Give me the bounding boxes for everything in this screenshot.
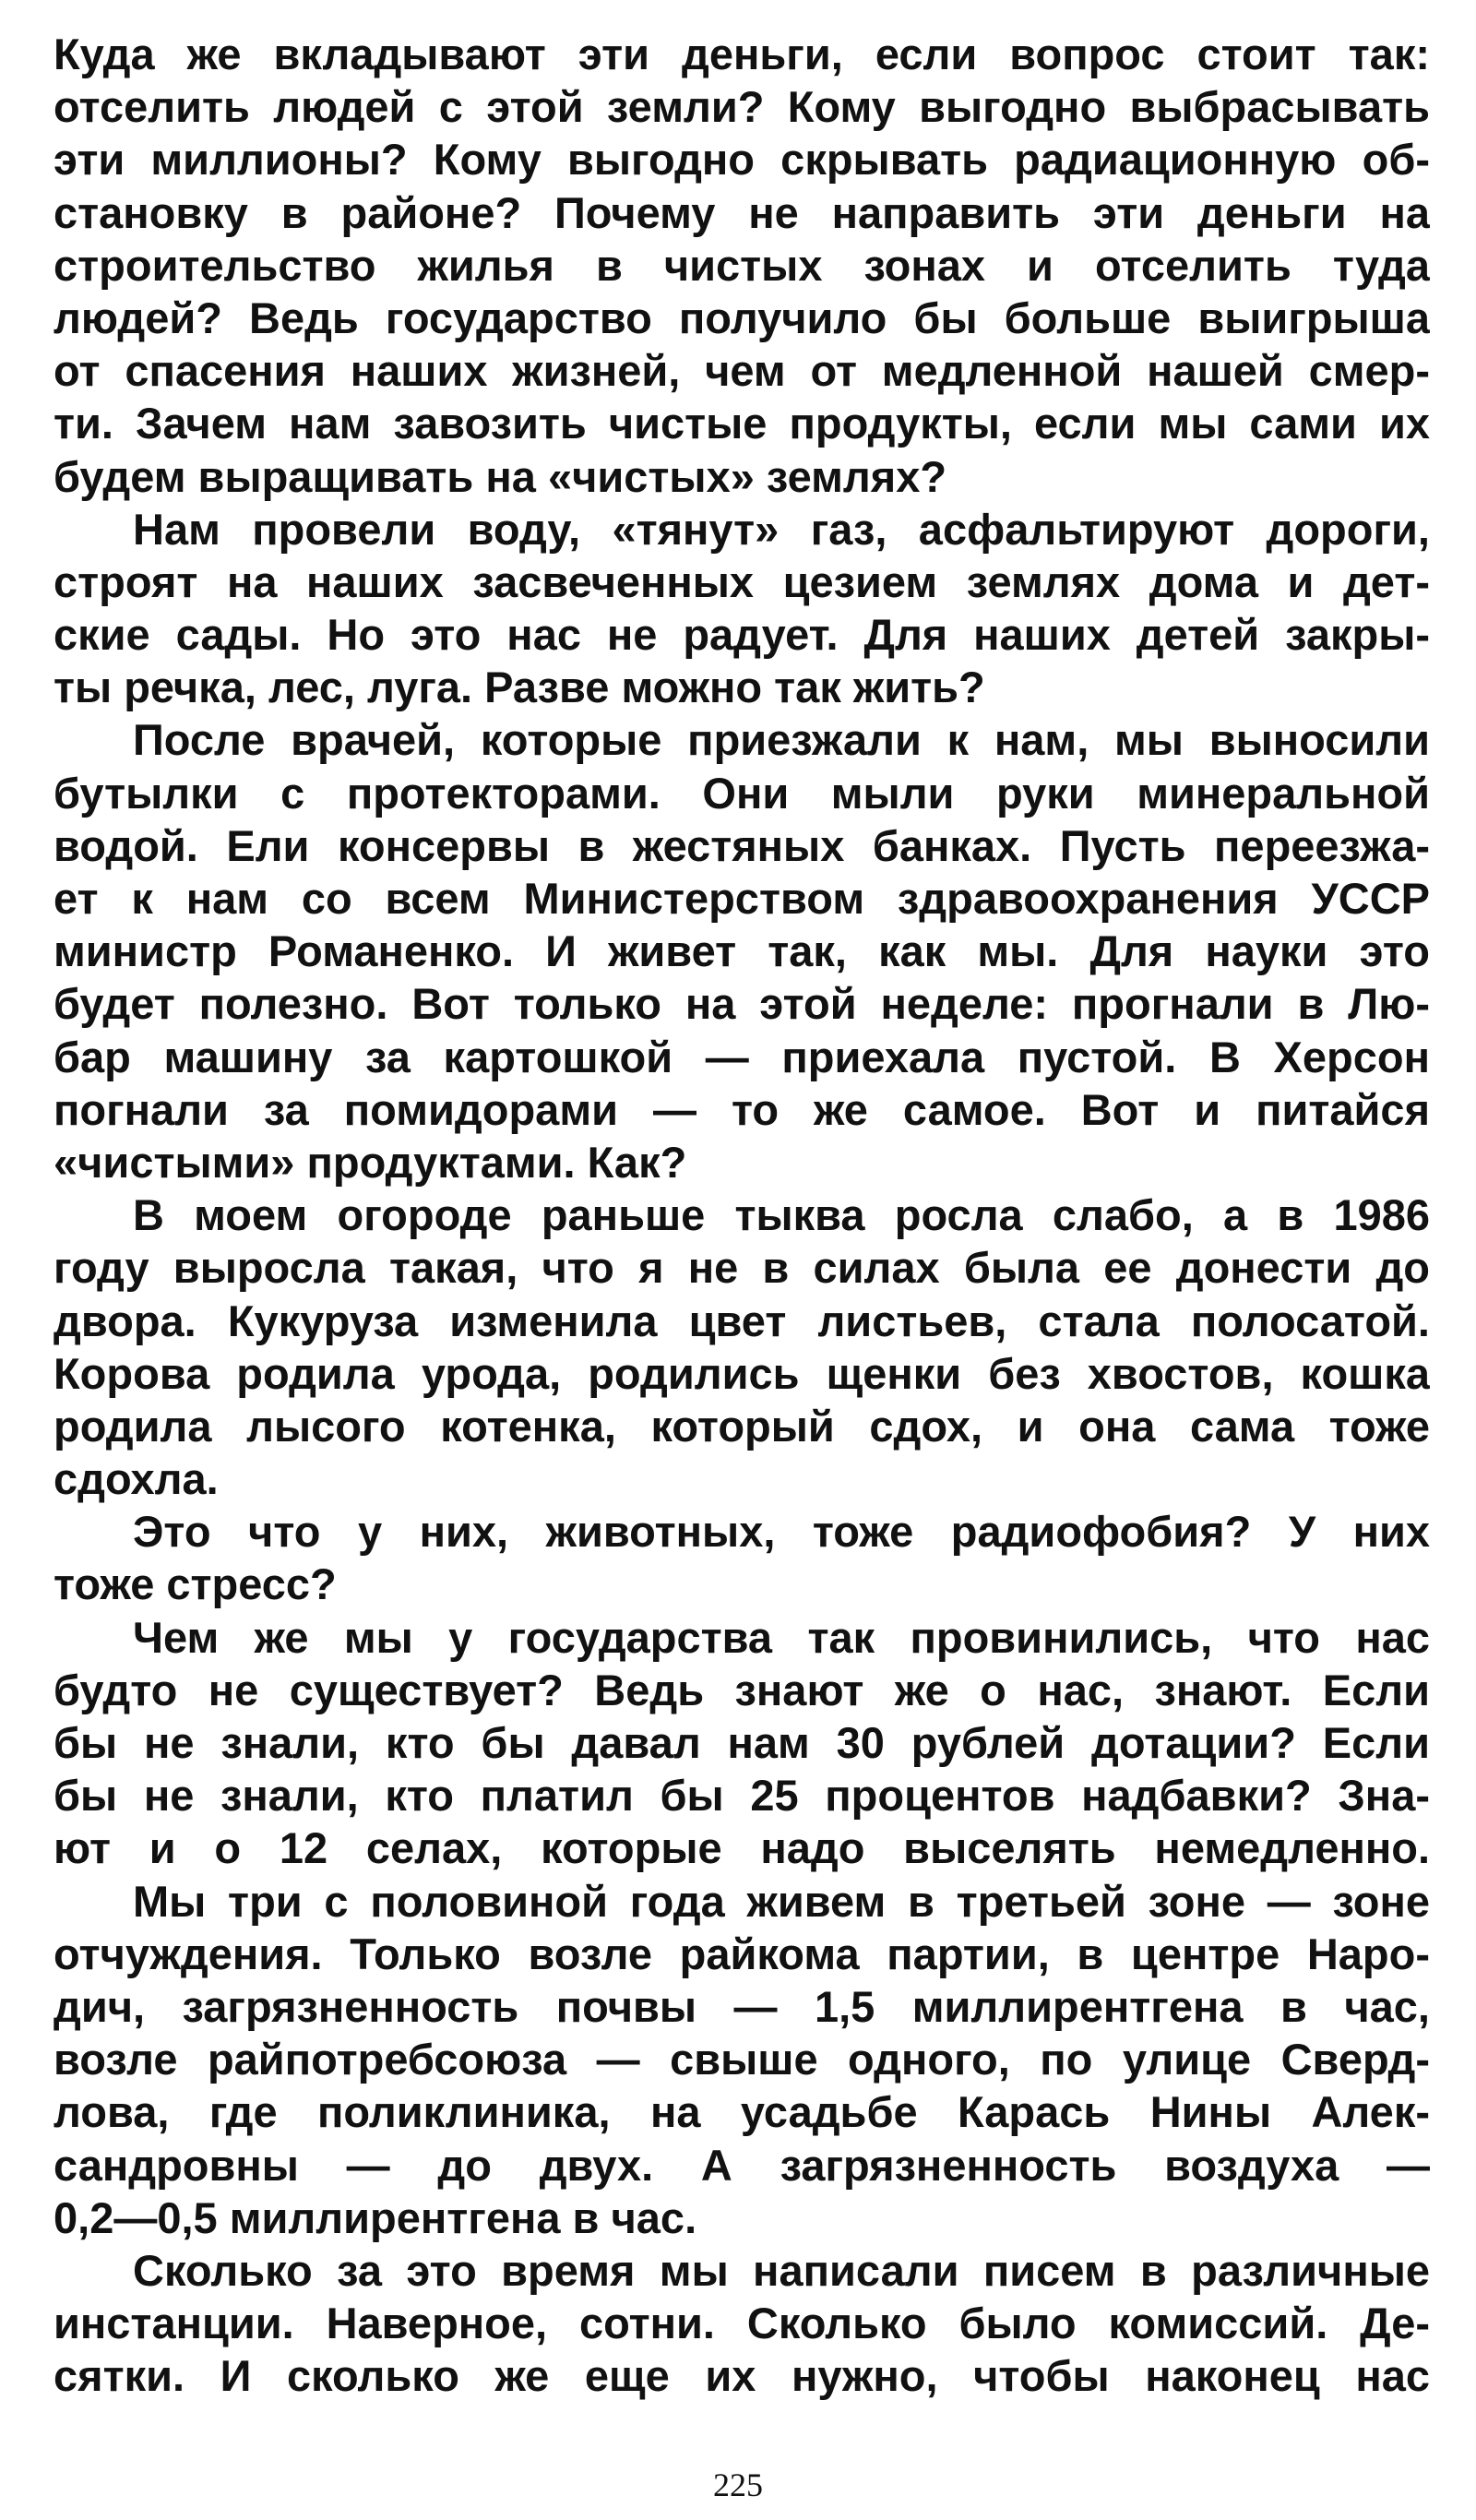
text-line: Чем же мы у государства так провинились, что нас (133, 1612, 1430, 1662)
page-body (54, 28, 1430, 2445)
text-line: Сколько за это время мы написали писем в различные (133, 2245, 1430, 2295)
text-line: 0,2—0,5 миллирентгена в час. (54, 2192, 697, 2242)
text-line: инстанции. Наверное, сотни. Сколько было комиссий. Де- (54, 2299, 1430, 2348)
text-line: «чистыми» продуктами. Как? (54, 1137, 687, 1187)
text-line: тоже стресс? (54, 1559, 337, 1609)
text-line: сандровны — до двух. А загрязненность воздуха — (54, 2140, 1430, 2190)
text-line: ские сады. Но это нас не радует. Для наших детей закры- (54, 610, 1430, 660)
text-line: будто не существует? Ведь знают же о нас, знают. Если (54, 1665, 1430, 1714)
text-line: году выросла такая, что я не в силах была ее донести до (54, 1243, 1430, 1293)
text-line: ет к нам со всем Министерством здравоохранения УССР (54, 874, 1430, 923)
text-line: сятки. И сколько же еще их нужно, чтобы наконец нас (54, 2351, 1430, 2401)
text-line: будет полезно. Вот только на этой неделе: прогнали в Лю- (54, 979, 1430, 1029)
text-line: бутылки с протекторами. Они мыли руки минеральной (54, 768, 1430, 818)
text-line: от спасения наших жизней, чем от медленной нашей смер- (54, 346, 1430, 396)
text-line: Корова родила урода, родились щенки без хвостов, кошка (54, 1348, 1430, 1398)
text-line: ты речка, лес, луга. Разве можно так жить? (54, 663, 985, 712)
text-line: Это что у них, животных, тоже радиофобия? У них (133, 1507, 1430, 1557)
text-line: ют и о 12 селах, которые надо выселять немедленно. (54, 1823, 1430, 1873)
text-line: Нам провели воду, «тянут» газ, асфальтируют дороги, (133, 504, 1430, 554)
text-line: ти. Зачем нам завозить чистые продукты, если мы сами их (54, 399, 1430, 448)
text-line: строительство жилья в чистых зонах и отселить туда (54, 240, 1430, 290)
text-line: становку в районе? Почему не направить эти деньги на (54, 187, 1430, 237)
text-line: возле райпотребсоюза — свыше одного, по улице Сверд- (54, 2035, 1430, 2084)
text-line: лова, где поликлиника, на усадьбе Карась Нины Алек- (54, 2087, 1430, 2137)
text-line: будем выращивать на «чистых» землях? (54, 451, 947, 501)
text-line: Мы три с половиной года живем в третьей зоне — зоне (133, 1876, 1430, 1926)
text-line: В моем огороде раньше тыква росла слабо, а в 1986 (133, 1190, 1430, 1240)
text-line: Куда же вкладывают эти деньги, если вопрос стоит так: (54, 30, 1430, 78)
text-line: бар машину за картошкой — приехала пустой. В Херсон (54, 1032, 1430, 1081)
text-line: людей? Ведь государство получило бы больше выигрыша (54, 293, 1430, 342)
text-line: министр Романенко. И живет так, как мы. Для науки это (54, 926, 1430, 976)
text-line: дич, загрязненность почвы — 1,5 миллирентгена в час, (54, 1981, 1430, 2031)
text-line: сдохла. (54, 1454, 219, 1504)
text-line: родила лысого котенка, который сдох, и она сама тоже (54, 1401, 1430, 1451)
text-line: бы не знали, кто бы давал нам 30 рублей дотации? Если (54, 1718, 1430, 1767)
text-line: эти миллионы? Кому выгодно скрывать радиационную об- (54, 135, 1430, 185)
text-line: отчуждения. Только возле райкома партии, в центре Наро- (54, 1929, 1430, 1978)
text-line: водой. Ели консервы в жестяных банках. Пусть переезжа- (54, 820, 1430, 870)
text-line: отселить людей с этой земли? Кому выгодно выбрасывать (54, 82, 1430, 132)
text-line: погнали за помидорами — то же самое. Вот и питайся (54, 1084, 1430, 1134)
text-line: двора. Кукуруза изменила цвет листьев, стала полосатой. (54, 1296, 1430, 1345)
text-line: строят на наших засвеченных цезием землях дома и дет- (54, 556, 1430, 606)
page-number: 225 (713, 2466, 763, 2503)
text-line: После врачей, которые приезжали к нам, мы выносили (133, 715, 1430, 765)
text-line: бы не знали, кто платил бы 25 процентов надбавки? Зна- (54, 1771, 1430, 1821)
